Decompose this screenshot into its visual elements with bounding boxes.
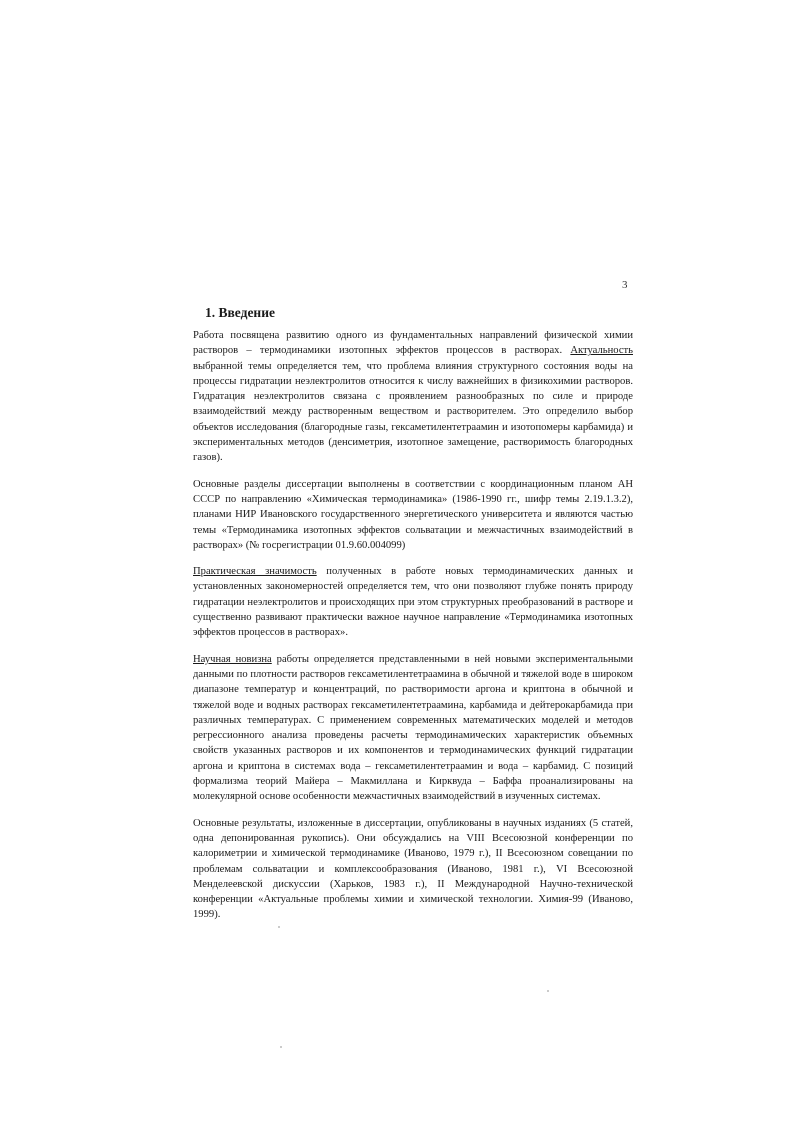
- page-number: 3: [622, 279, 628, 291]
- practical-significance-term: Практическая значимость: [193, 566, 317, 578]
- paragraph-scientific-novelty: [193, 652, 633, 805]
- section-heading: [205, 305, 275, 321]
- section-number: 1.: [205, 305, 216, 320]
- paragraph-text: Основные разделы диссертации выполнены в соответствии с координационным планом АН СССР по направлению «Химическая термодинамика» (1986-1990 гг., шифр темы 2.19.1.3.2), планами НИР Ивановского государственного энергетического университета и являются частью темы «Термодинамика изотопных эффектов сольватации и межчастичных взаимодействий в растворах» (№ госрегистрации 01.9.60.004099): [193, 478, 633, 551]
- paragraph-text: Основные результаты, изложенные в диссертации, опубликованы в научных изданиях (5 статей, одна депонированная рукопись). Они обсуждались на VIII Всесоюзной конференции по калориметрии и химической термодинамике (Иваново, 1979 г.), II Всесоюзном совещании по проблемам сольватации и комплексообразования (Иваново, 1981 г.), VI Всесоюзной Менделеевской дискуссии (Харьков, 1983 г.), II Международной Научно-технической конференции «Актуальные проблемы химии и химической технологии. Химия-99 (Иваново, 1999).: [193, 817, 633, 921]
- paragraph-practical-significance: [193, 564, 633, 640]
- scientific-novelty-term: Научная новизна: [193, 653, 272, 665]
- body-text: [193, 328, 633, 934]
- scan-speck: [278, 926, 280, 928]
- scan-speck: [280, 1046, 282, 1048]
- scan-speck: [547, 990, 549, 992]
- paragraph-text: выбранной темы определяется тем, что проблема влияния структурного состояния воды на процессы гидратации неэлектролитов относится к числу важнейших в физикохимии растворов. Гидратация неэлектролитов связана с проявлением разнообразных по силе и природе взаимодействий между растворенным веществом и растворителем. Это определило выбор объектов исследования (благородные газы, гексаметилентетраамин и изотопомеры карбамида) и экспериментальных методов (денсиметрия, изотопное замещение, растворимость благородных газов).: [193, 360, 633, 464]
- paragraph-publications: [193, 816, 633, 923]
- paragraph-relevance: [193, 328, 633, 466]
- section-title: Введение: [218, 305, 275, 320]
- paragraph-text: Работа посвящена развитию одного из фундаментальных направлений физической химии растворов – термодинамики изотопных эффектов процессов в растворах.: [193, 330, 633, 357]
- paragraph-plan: [193, 477, 633, 553]
- paragraph-text: полученных в работе новых термодинамических данных и установленных закономерностей определяется тем, что они позволяют глубже понять природу гидратации неэлектролитов и происходящих при этом структурных преобразований в растворе и существенно развивают практически важное научное направление «Термодинамика изотопных эффектов процессов в растворах».: [193, 566, 633, 639]
- paragraph-text: работы определяется представленными в ней новыми экспериментальными данными по плотности растворов гексаметилентетраамина в обычной и тяжелой воде в широком диапазоне температур и концентраций, по растворимости аргона и криптона в обычной и тяжелой воде и водных растворах гексаметилентетраамина, карбамида и дейтерокарбамида при различных температурах. С применением современных математических моделей и методов регрессионного анализа проведены расчеты термодинамических характеристик объемных свойств указанных растворов и их компонентов и термодинамических функций гидратации аргона и криптона в системах вода – гексаметилентетраамин и вода – карбамид. С позиций формализма теорий Майера – Макмиллана и Кирквуда – Баффа проанализированы на молекулярной основе особенности межчастичных взаимодействий в изученных системах.: [193, 653, 633, 803]
- relevance-term: Актуальность: [570, 345, 633, 357]
